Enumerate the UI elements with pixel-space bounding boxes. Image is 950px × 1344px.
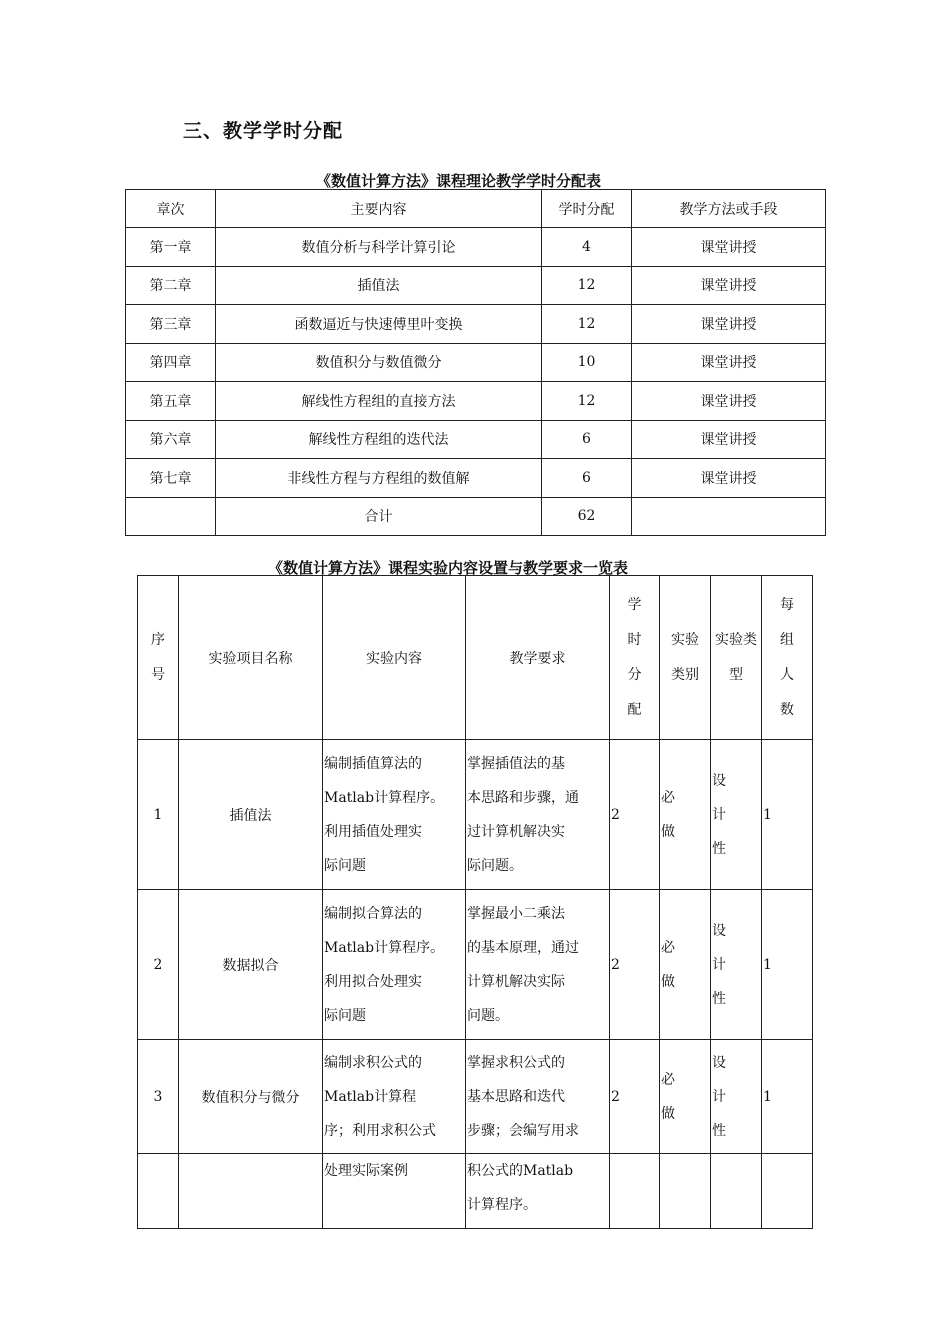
method-cell: 课堂讲授 <box>632 420 826 459</box>
chapter-cell: 第二章 <box>126 266 216 305</box>
category-cell <box>660 890 711 1040</box>
group-cell: 1 <box>762 890 813 1040</box>
category-cell <box>660 740 711 890</box>
method-cell: 课堂讲授 <box>632 228 826 267</box>
header-no-text <box>151 623 165 693</box>
header-content: 主要内容 <box>216 190 542 228</box>
text-line: 掌握最小二乘法 <box>467 905 565 922</box>
chapter-cell: 第七章 <box>126 459 216 498</box>
text-line: 类别 <box>671 666 699 683</box>
content-cell <box>323 1040 466 1154</box>
table-row <box>126 228 826 267</box>
table-row <box>138 890 813 1040</box>
text-line: 组 <box>780 631 794 648</box>
content-cell: 数值积分与数值微分 <box>216 343 542 382</box>
table-row <box>126 382 826 421</box>
table-row <box>126 420 826 459</box>
requirement-cell <box>466 1040 610 1154</box>
table-row <box>138 1154 813 1229</box>
table-row <box>138 1040 813 1154</box>
group-cell <box>762 1154 813 1229</box>
content-cell: 插值法 <box>216 266 542 305</box>
table-row <box>138 740 813 890</box>
text-line: 做 <box>661 823 675 840</box>
text-line: 号 <box>151 666 165 683</box>
text-line: 实验 <box>671 631 699 648</box>
content-cell <box>323 890 466 1040</box>
header-hours: 学时分配 <box>542 190 632 228</box>
text-line: 计算机解决实际 <box>467 973 565 990</box>
chapter-cell: 第一章 <box>126 228 216 267</box>
text-line: 问题。 <box>467 1007 509 1024</box>
text-line: 必 <box>661 1071 675 1088</box>
table-row <box>126 459 826 498</box>
text-line: Matlab计算程序。 <box>324 939 445 956</box>
text-line: Matlab计算程 <box>324 1088 417 1105</box>
table1-caption: 《数值计算方法》课程理论教学学时分配表 <box>316 172 602 190</box>
content-cell <box>323 740 466 890</box>
type-cell <box>711 740 762 890</box>
hours-cell: 12 <box>542 266 632 305</box>
text-line: 计算程序。 <box>467 1197 537 1213</box>
text-line: 序 <box>151 631 165 648</box>
experiment-table <box>137 575 813 1229</box>
text-line: 设 <box>712 922 726 939</box>
text-line: 际问题 <box>324 857 366 874</box>
content-cell: 解线性方程组的迭代法 <box>216 420 542 459</box>
table-total-row <box>126 497 826 536</box>
type-cell <box>711 1040 762 1154</box>
theory-hours-table <box>125 189 826 536</box>
text-line: 计 <box>712 956 726 973</box>
chapter-cell: 第四章 <box>126 343 216 382</box>
category-cell <box>660 1154 711 1229</box>
no-cell: 2 <box>138 890 179 1040</box>
text-line: 配 <box>627 701 642 718</box>
no-cell: 3 <box>138 1040 179 1154</box>
group-cell: 1 <box>762 1040 813 1154</box>
text-line: 实验类 <box>715 631 757 648</box>
text-line: 学 <box>627 596 642 613</box>
content-cell: 函数逼近与快速傅里叶变换 <box>216 305 542 344</box>
header-category <box>660 576 711 740</box>
content-cell: 非线性方程与方程组的数值解 <box>216 459 542 498</box>
method-cell: 课堂讲授 <box>632 266 826 305</box>
text-line: 利用拟合处理实 <box>324 973 422 990</box>
header-method: 教学方法或手段 <box>632 190 826 228</box>
text-line: 利用插值处理实 <box>324 823 422 840</box>
text-line: 本思路和步骤，通 <box>467 789 579 806</box>
hours-cell: 12 <box>542 305 632 344</box>
text-line: 必 <box>661 939 675 956</box>
header-requirement: 教学要求 <box>466 576 610 740</box>
text-line: 人 <box>780 666 794 683</box>
hours-cell: 2 <box>610 1040 660 1154</box>
text-line: 编制插值算法的 <box>324 755 422 772</box>
group-cell: 1 <box>762 740 813 890</box>
requirement-cell <box>466 1154 610 1229</box>
text-line: 设 <box>712 1054 726 1071</box>
no-cell <box>138 1154 179 1229</box>
text-line: 步骤；会编写用求 <box>467 1122 579 1139</box>
chapter-cell: 第五章 <box>126 382 216 421</box>
text-line: 际问题 <box>324 1007 366 1024</box>
text-line: 性 <box>712 990 726 1007</box>
type-cell <box>711 890 762 1040</box>
hours-cell: 6 <box>542 420 632 459</box>
text-line: 计 <box>712 1088 726 1105</box>
table2-caption: 《数值计算方法》课程实验内容设置与教学要求一览表 <box>268 559 629 577</box>
hours-cell: 10 <box>542 343 632 382</box>
text-line: 掌握插值法的基 <box>467 755 565 772</box>
text-line: 过计算机解决实 <box>467 823 565 840</box>
hours-cell: 4 <box>542 228 632 267</box>
content-cell <box>323 1154 466 1229</box>
text-line: 的基本原理，通过 <box>467 939 579 956</box>
header-hours <box>610 576 660 740</box>
text-line: 序；利用求积公式 <box>324 1122 436 1139</box>
text-line: 性 <box>712 1122 726 1139</box>
header-group <box>762 576 813 740</box>
text-line: 做 <box>661 973 675 990</box>
text-line: 数 <box>780 701 794 718</box>
hours-cell: 2 <box>610 740 660 890</box>
header-category-text <box>671 623 699 693</box>
name-cell: 插值法 <box>179 740 323 890</box>
header-chapter: 章次 <box>126 190 216 228</box>
text-line: 编制求积公式的 <box>324 1054 422 1071</box>
text-line: 编制拟合算法的 <box>324 905 422 922</box>
header-type <box>711 576 762 740</box>
table2-header-row <box>138 576 813 740</box>
table-row <box>126 305 826 344</box>
requirement-cell <box>466 740 610 890</box>
content-cell: 数值分析与科学计算引论 <box>216 228 542 267</box>
text-line: 基本思路和迭代 <box>467 1088 565 1105</box>
method-cell: 课堂讲授 <box>632 459 826 498</box>
text-line: 做 <box>661 1105 675 1122</box>
header-type-text <box>715 623 757 693</box>
chapter-cell: 第六章 <box>126 420 216 459</box>
text-line: 掌握求积公式的 <box>467 1054 565 1071</box>
content-cell: 解线性方程组的直接方法 <box>216 382 542 421</box>
hours-cell <box>610 1154 660 1229</box>
method-cell: 课堂讲授 <box>632 382 826 421</box>
chapter-cell: 第三章 <box>126 305 216 344</box>
section-title: 三、教学学时分配 <box>183 120 344 142</box>
table1-header-row <box>126 190 826 228</box>
method-cell: 课堂讲授 <box>632 305 826 344</box>
header-content: 实验内容 <box>323 576 466 740</box>
text-line: 必 <box>661 789 675 806</box>
method-cell <box>632 497 826 536</box>
no-cell: 1 <box>138 740 179 890</box>
text-line: 时 <box>627 631 642 648</box>
name-cell: 数值积分与微分 <box>179 1040 323 1154</box>
text-line: 性 <box>712 840 726 857</box>
text-line: 型 <box>729 666 743 683</box>
text-line: 设 <box>712 772 726 789</box>
method-cell: 课堂讲授 <box>632 343 826 382</box>
category-cell <box>660 1040 711 1154</box>
content-cell: 合计 <box>216 497 542 536</box>
hours-cell: 6 <box>542 459 632 498</box>
header-hours-text <box>628 588 642 728</box>
text-line: 积公式的Matlab <box>467 1163 574 1179</box>
chapter-cell <box>126 497 216 536</box>
name-cell: 数据拟合 <box>179 890 323 1040</box>
header-name: 实验项目名称 <box>179 576 323 740</box>
hours-cell: 12 <box>542 382 632 421</box>
text-line: Matlab计算程序。 <box>324 789 445 806</box>
type-cell <box>711 1154 762 1229</box>
text-line: 每 <box>780 596 794 613</box>
text-line: 分 <box>627 666 642 683</box>
text-line: 计 <box>712 806 726 823</box>
hours-cell: 62 <box>542 497 632 536</box>
requirement-cell <box>466 890 610 1040</box>
hours-cell: 2 <box>610 890 660 1040</box>
header-group-text <box>780 588 794 728</box>
header-no <box>138 576 179 740</box>
text-line: 处理实际案例 <box>324 1163 408 1179</box>
text-line: 际问题。 <box>467 857 523 874</box>
table-row <box>126 343 826 382</box>
name-cell <box>179 1154 323 1229</box>
table-row <box>126 266 826 305</box>
